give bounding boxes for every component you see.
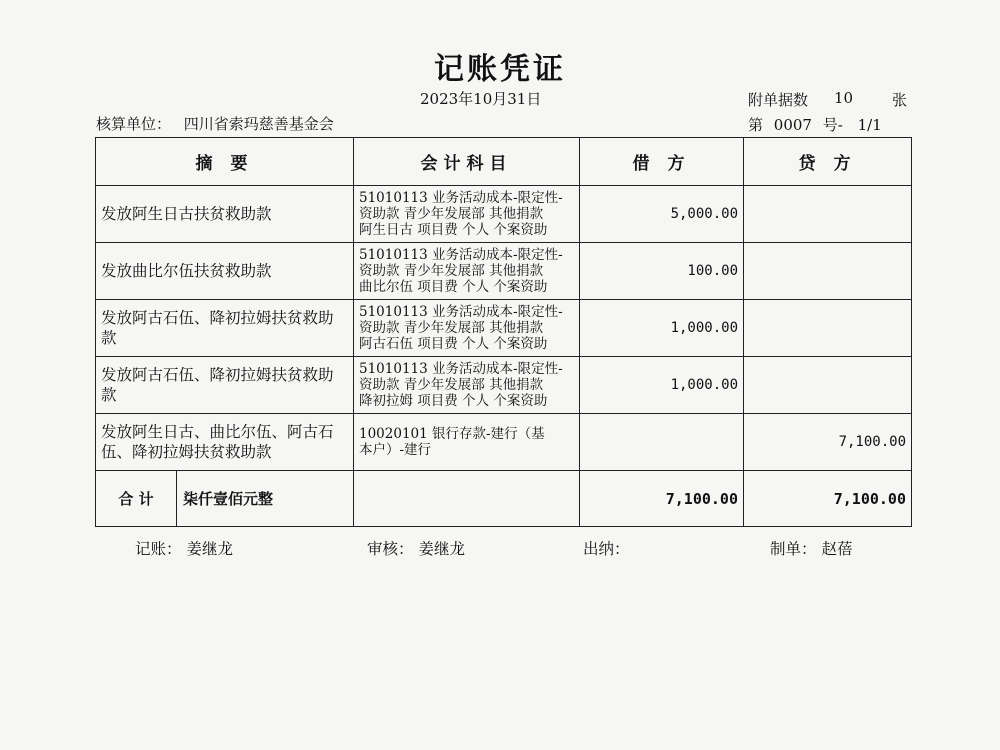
total-row [96,471,912,527]
row-summary: 发放阿古石伍、降初拉姆扶贫救助款 [96,357,354,414]
row-credit [744,357,912,414]
attach-count: 10 [834,89,854,107]
voucher-page: 1/1 [857,116,882,134]
table-header [96,138,912,186]
accounting-unit [96,113,334,134]
reviewer-name: 姜继龙 [418,540,465,558]
reviewer-label: 审核： [367,540,414,558]
footer-bookkeeper [135,537,233,559]
voucher-suffix: 号- [822,116,843,134]
row-credit [744,300,912,357]
preparer-label: 制单： [770,540,817,558]
unit-label: 核算单位： [96,115,172,133]
voucher-number [748,114,882,135]
row-debit: 1,000.00 [580,357,744,414]
footer-preparer [770,537,852,559]
footer-cashier [583,537,630,559]
table-row [96,357,912,414]
header-summary: 摘 要 [96,138,354,186]
row-debit: 5,000.00 [580,186,744,243]
row-debit: 1,000.00 [580,300,744,357]
row-account: 51010113 业务活动成本-限定性- 资助款 青少年发展部 其他捐款 曲比尔伍 项目费 个人 个案资助 [354,243,580,300]
table-row [96,300,912,357]
total-words: 柒仟壹佰元整 [183,490,274,508]
row-summary: 发放阿古石伍、降初拉姆扶贫救助款 [96,300,354,357]
header-credit: 贷 方 [744,138,912,186]
voucher-date: 2023年10月31日 [420,90,542,108]
total-label: 合 计 [96,471,177,526]
table-row [96,414,912,471]
row-debit [580,414,744,471]
total-cell [96,471,354,527]
voucher-table [95,137,912,527]
header-account: 会计科目 [354,138,580,186]
bookkeeper-name: 姜继龙 [186,540,233,558]
bookkeeper-label: 记账： [135,540,182,558]
voucher-prefix: 第 [748,116,764,134]
unit-name: 四川省索玛慈善基金会 [183,115,334,133]
table-row [96,243,912,300]
total-account-empty [354,471,580,527]
cashier-label: 出纳： [583,540,630,558]
row-summary: 发放阿生日古、曲比尔伍、阿古石伍、降初拉姆扶贫救助款 [96,414,354,471]
row-debit: 100.00 [580,243,744,300]
preparer-name: 赵蓓 [821,540,853,558]
attachment-count [748,89,908,110]
footer-reviewer [367,537,465,559]
attach-label: 附单据数 [748,91,809,109]
row-credit [744,243,912,300]
row-account: 10020101 银行存款-建行（基 本户）-建行 [354,414,580,471]
page-title: 记账凭证 [434,52,566,87]
row-summary: 发放阿生日古扶贫救助款 [96,186,354,243]
attach-unit: 张 [892,91,908,109]
header-debit: 借 方 [580,138,744,186]
row-account: 51010113 业务活动成本-限定性- 资助款 青少年发展部 其他捐款 阿生日古 项目费 个人 个案资助 [354,186,580,243]
row-account: 51010113 业务活动成本-限定性- 资助款 青少年发展部 其他捐款 降初拉姆 项目费 个人 个案资助 [354,357,580,414]
voucher-no: 0007 [773,116,812,134]
total-credit: 7,100.00 [744,471,912,527]
row-credit: 7,100.00 [744,414,912,471]
table-row [96,186,912,243]
total-debit: 7,100.00 [580,471,744,527]
row-summary: 发放曲比尔伍扶贫救助款 [96,243,354,300]
row-account: 51010113 业务活动成本-限定性- 资助款 青少年发展部 其他捐款 阿古石伍 项目费 个人 个案资助 [354,300,580,357]
row-credit [744,186,912,243]
